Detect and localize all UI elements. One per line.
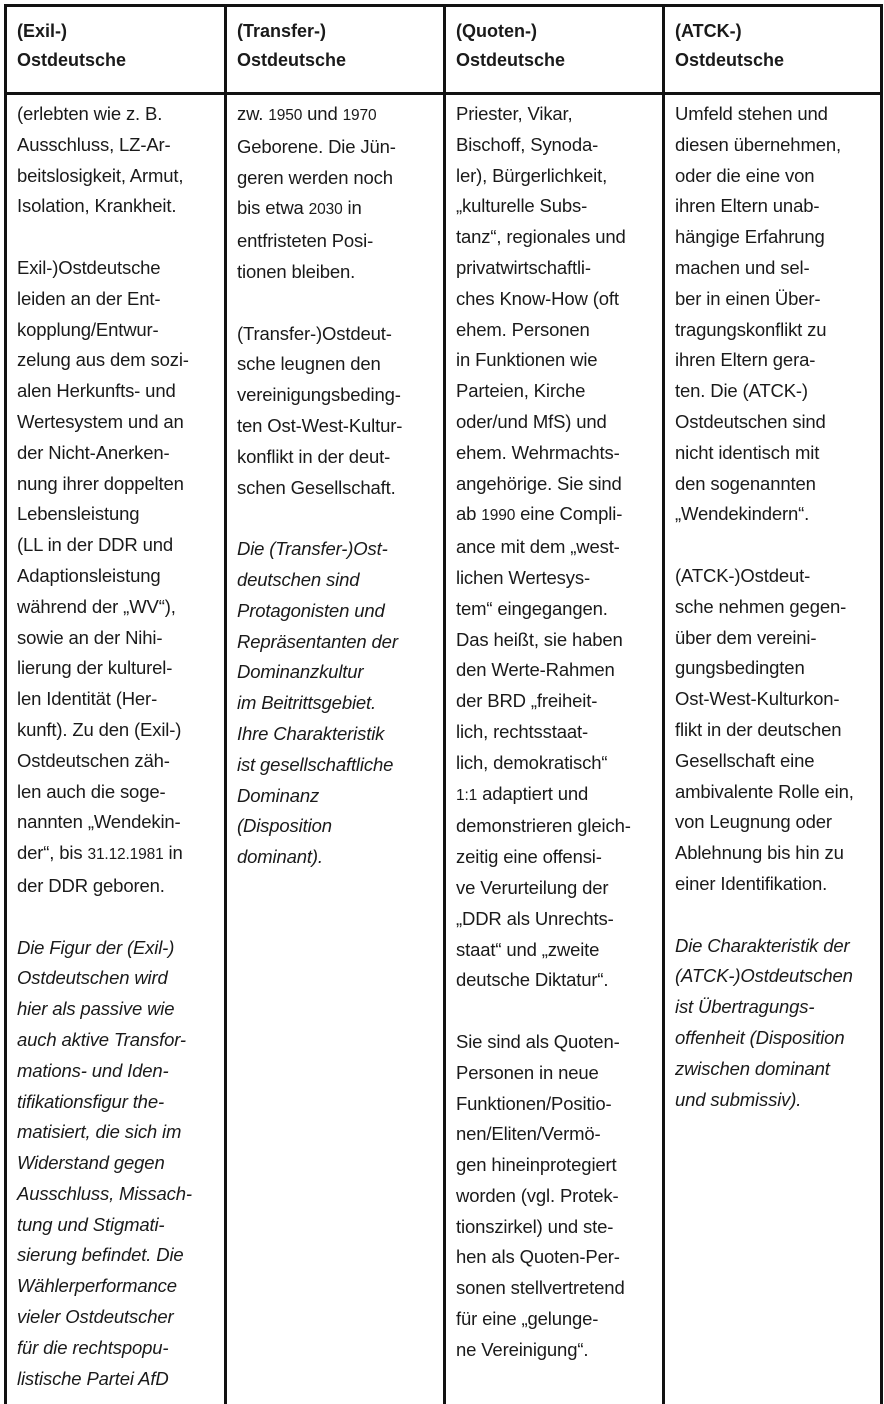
text-line: gungsbedingten bbox=[675, 653, 870, 684]
text-line: matisiert, die sich im bbox=[17, 1117, 214, 1148]
text-line: sierung befindet. Die bbox=[17, 1240, 214, 1271]
header-row bbox=[6, 6, 882, 94]
paragraph-gap bbox=[675, 900, 870, 931]
text-line: „Wendekindern“. bbox=[675, 499, 870, 530]
text-line: ler), Bürgerlichkeit, bbox=[456, 161, 652, 192]
text-line: über dem vereini- bbox=[675, 623, 870, 654]
text-line: len Identität (Her- bbox=[17, 684, 214, 715]
text-line: hier als passive wie bbox=[17, 994, 214, 1025]
text-line: sche leugnen den bbox=[237, 349, 433, 380]
text-line: Dominanz bbox=[237, 781, 433, 812]
text-line: demonstrieren gleich- bbox=[456, 811, 652, 842]
text-line: während der „WV“), bbox=[17, 592, 214, 623]
text-line: privatwirtschaftli- bbox=[456, 253, 652, 284]
text-line: Repräsentanten der bbox=[237, 627, 433, 658]
text-line: 1:1 adaptiert und bbox=[456, 779, 652, 812]
text-line: auch aktive Transfor- bbox=[17, 1025, 214, 1056]
text-line: deutschen sind bbox=[237, 565, 433, 596]
text-line: ihren Eltern unab- bbox=[675, 191, 870, 222]
text-line: hängige Erfahrung bbox=[675, 222, 870, 253]
text-line: „kulturelle Subs- bbox=[456, 191, 652, 222]
text-line: alen Herkunfts- und bbox=[17, 376, 214, 407]
body-cell-exil bbox=[6, 94, 226, 1404]
text-line: Die (Transfer-)Ost- bbox=[237, 534, 433, 565]
text-line: deutsche Diktatur“. bbox=[456, 965, 652, 996]
text-line: ber in einen Über- bbox=[675, 284, 870, 315]
text-line: bis etwa 2030 in bbox=[237, 193, 433, 226]
text-line: dominant). bbox=[237, 842, 433, 873]
text-line: flikt in der deutschen bbox=[675, 715, 870, 746]
body-cell-transfer bbox=[226, 94, 445, 1404]
text-line: Das heißt, sie haben bbox=[456, 625, 652, 656]
text-line: von Leugnung oder bbox=[675, 807, 870, 838]
text-line: Ablehnung bis hin zu bbox=[675, 838, 870, 869]
comparison-table bbox=[4, 4, 883, 1404]
text-line: Gesellschaft eine bbox=[675, 746, 870, 777]
text-line: der Nicht-Anerken- bbox=[17, 438, 214, 469]
text-line: Bischoff, Synoda- bbox=[456, 130, 652, 161]
text-line: tragungskonflikt zu bbox=[675, 315, 870, 346]
header-line: Ostdeutsche bbox=[17, 46, 214, 75]
text-line: der BRD „freiheit- bbox=[456, 686, 652, 717]
text-line: oder/und MfS) und bbox=[456, 407, 652, 438]
text-line: lich, demokratisch“ bbox=[456, 748, 652, 779]
text-line: machen und sel- bbox=[675, 253, 870, 284]
text-line: Isolation, Krankheit. bbox=[17, 191, 214, 222]
text-line: Wählerperformance bbox=[17, 1271, 214, 1302]
text-line: (erlebten wie z. B. bbox=[17, 99, 214, 130]
text-line: und submissiv). bbox=[675, 1085, 870, 1116]
text-line: Lebensleistung bbox=[17, 499, 214, 530]
text-line: Ostdeutschen zäh- bbox=[17, 746, 214, 777]
text-line: sche nehmen gegen- bbox=[675, 592, 870, 623]
text-line: ab 1990 eine Compli- bbox=[456, 499, 652, 532]
paragraph-gap bbox=[456, 996, 652, 1027]
text-line: den Werte-Rahmen bbox=[456, 655, 652, 686]
text-line: ist gesellschaftliche bbox=[237, 750, 433, 781]
text-line: Protagonisten und bbox=[237, 596, 433, 627]
text-line: ehem. Wehrmachts- bbox=[456, 438, 652, 469]
text-line: kopplung/Entwur- bbox=[17, 315, 214, 346]
text-line: sowie an der Nihi- bbox=[17, 623, 214, 654]
text-line: angehörige. Sie sind bbox=[456, 469, 652, 500]
text-line: mations- und Iden- bbox=[17, 1056, 214, 1087]
text-line: kunft). Zu den (Exil-) bbox=[17, 715, 214, 746]
text-line: konflikt in der deut- bbox=[237, 442, 433, 473]
text-line: Exil-)Ostdeutsche bbox=[17, 253, 214, 284]
text-line: ihren Eltern gera- bbox=[675, 345, 870, 376]
text-line: ne Vereinigung“. bbox=[456, 1335, 652, 1366]
text-line: in Funktionen wie bbox=[456, 345, 652, 376]
text-line: ten. Die (ATCK-) bbox=[675, 376, 870, 407]
text-line: Umfeld stehen und bbox=[675, 99, 870, 130]
text-line: Ausschluss, LZ-Ar- bbox=[17, 130, 214, 161]
paragraph-gap bbox=[17, 222, 214, 253]
text-line: ance mit dem „west- bbox=[456, 532, 652, 563]
paragraph-gap bbox=[17, 902, 214, 933]
text-line: für eine „gelunge- bbox=[456, 1304, 652, 1335]
text-line: Die Charakteristik der bbox=[675, 931, 870, 962]
text-line: tem“ eingegangen. bbox=[456, 594, 652, 625]
header-line: Ostdeutsche bbox=[237, 46, 433, 75]
text-line: vieler Ostdeutscher bbox=[17, 1302, 214, 1333]
text-line: leiden an der Ent- bbox=[17, 284, 214, 315]
text-line: Personen in neue bbox=[456, 1058, 652, 1089]
text-line: den sogenannten bbox=[675, 469, 870, 500]
paragraph-gap bbox=[237, 503, 433, 534]
text-line: sonen stellvertretend bbox=[456, 1273, 652, 1304]
header-transfer-ostdeutsche bbox=[226, 6, 445, 94]
text-line: zwischen dominant bbox=[675, 1054, 870, 1085]
text-line: Priester, Vikar, bbox=[456, 99, 652, 130]
text-line: Ausschluss, Missach- bbox=[17, 1179, 214, 1210]
text-line: (ATCK-)Ostdeut- bbox=[675, 561, 870, 592]
text-line: Wertesystem und an bbox=[17, 407, 214, 438]
text-line: len auch die soge- bbox=[17, 777, 214, 808]
text-line: diesen übernehmen, bbox=[675, 130, 870, 161]
text-line: nen/Eliten/Vermö- bbox=[456, 1119, 652, 1150]
body-cell-quoten bbox=[445, 94, 664, 1404]
header-line: (Exil-) bbox=[17, 17, 214, 46]
text-line: beitslosigkeit, Armut, bbox=[17, 161, 214, 192]
text-line: (LL in der DDR und bbox=[17, 530, 214, 561]
text-line: zeitig eine offensi- bbox=[456, 842, 652, 873]
text-line: im Beitrittsgebiet. bbox=[237, 688, 433, 719]
text-line: Ostdeutschen sind bbox=[675, 407, 870, 438]
text-line: (Disposition bbox=[237, 811, 433, 842]
header-line: (Quoten-) bbox=[456, 17, 652, 46]
text-line: zelung aus dem sozi- bbox=[17, 345, 214, 376]
text-line: tung und Stigmati- bbox=[17, 1210, 214, 1241]
text-line: Adaptionsleistung bbox=[17, 561, 214, 592]
text-line: Funktionen/Positio- bbox=[456, 1089, 652, 1120]
text-line: Widerstand gegen bbox=[17, 1148, 214, 1179]
header-line: Ostdeutsche bbox=[675, 46, 870, 75]
body-cell-atck bbox=[664, 94, 882, 1404]
text-line: lich, rechtsstaat- bbox=[456, 717, 652, 748]
text-line: tionszirkel) und ste- bbox=[456, 1212, 652, 1243]
text-line: für die rechtspopu- bbox=[17, 1333, 214, 1364]
text-line: Ihre Charakteristik bbox=[237, 719, 433, 750]
text-line: tifikationsfigur the- bbox=[17, 1087, 214, 1118]
text-line: „DDR als Unrechts- bbox=[456, 904, 652, 935]
text-line: der DDR geboren. bbox=[17, 871, 214, 902]
text-line: vereinigungsbeding- bbox=[237, 380, 433, 411]
text-line: entfristeten Posi- bbox=[237, 226, 433, 257]
text-line: nicht identisch mit bbox=[675, 438, 870, 469]
header-line: Ostdeutsche bbox=[456, 46, 652, 75]
text-line: (ATCK-)Ostdeutschen bbox=[675, 961, 870, 992]
header-exil-ostdeutsche bbox=[6, 6, 226, 94]
text-line: Ost-West-Kulturkon- bbox=[675, 684, 870, 715]
text-line: ten Ost-West-Kultur- bbox=[237, 411, 433, 442]
text-line: gen hineinprotegiert bbox=[456, 1150, 652, 1181]
header-atck-ostdeutsche bbox=[664, 6, 882, 94]
header-line: (Transfer-) bbox=[237, 17, 433, 46]
text-line: Die Figur der (Exil-) bbox=[17, 933, 214, 964]
text-line: hen als Quoten-Per- bbox=[456, 1242, 652, 1273]
text-line: oder die eine von bbox=[675, 161, 870, 192]
text-line: Sie sind als Quoten- bbox=[456, 1027, 652, 1058]
text-line: Parteien, Kirche bbox=[456, 376, 652, 407]
text-line: nannten „Wendekin- bbox=[17, 807, 214, 838]
text-line: ambivalente Rolle ein, bbox=[675, 777, 870, 808]
header-quoten-ostdeutsche bbox=[445, 6, 664, 94]
text-line: der“, bis 31.12.1981 in bbox=[17, 838, 214, 871]
text-line: zw. 1950 und 1970 bbox=[237, 99, 433, 132]
header-line: (ATCK-) bbox=[675, 17, 870, 46]
text-line: ches Know-How (oft bbox=[456, 284, 652, 315]
text-line: tionen bleiben. bbox=[237, 257, 433, 288]
paragraph-gap bbox=[675, 530, 870, 561]
text-line: schen Gesellschaft. bbox=[237, 473, 433, 504]
text-line: ist Übertragungs- bbox=[675, 992, 870, 1023]
text-line: geren werden noch bbox=[237, 163, 433, 194]
paragraph-gap bbox=[237, 288, 433, 319]
text-line: staat“ und „zweite bbox=[456, 935, 652, 966]
text-line: ve Verurteilung der bbox=[456, 873, 652, 904]
text-line: Dominanzkultur bbox=[237, 657, 433, 688]
text-line: lichen Wertesys- bbox=[456, 563, 652, 594]
text-line: ehem. Personen bbox=[456, 315, 652, 346]
text-line: listische Partei AfD bbox=[17, 1364, 214, 1395]
text-line: Geborene. Die Jün- bbox=[237, 132, 433, 163]
text-line: tanz“, regionales und bbox=[456, 222, 652, 253]
text-line: einer Identifikation. bbox=[675, 869, 870, 900]
text-line: Ostdeutschen wird bbox=[17, 963, 214, 994]
text-line: (Transfer-)Ostdeut- bbox=[237, 319, 433, 350]
text-line: offenheit (Disposition bbox=[675, 1023, 870, 1054]
text-line: worden (vgl. Protek- bbox=[456, 1181, 652, 1212]
text-line: nung ihrer doppelten bbox=[17, 469, 214, 500]
text-line: lierung der kulturel- bbox=[17, 653, 214, 684]
body-row bbox=[6, 94, 882, 1404]
